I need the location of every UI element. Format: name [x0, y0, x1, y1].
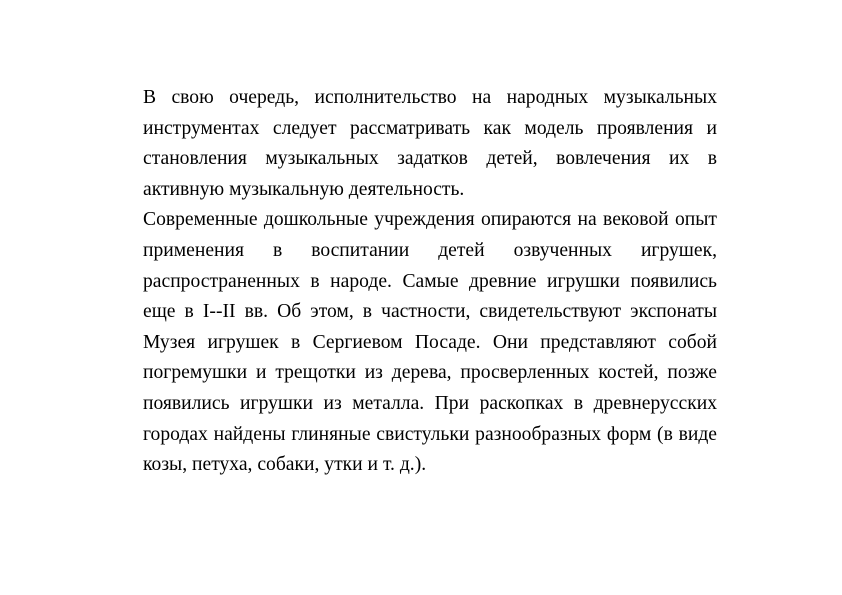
- document-body: [143, 83, 717, 481]
- paragraph-1: В свою очередь, исполнительство на народных музыкальных инструментах следует рассматривать как модель проявления и становления музыкальных задатков детей, вовлечения их в активную музыкальную деятельность.: [143, 87, 717, 200]
- paragraph-2: Современные дошкольные учреждения опираются на вековой опыт применения в воспитании детей озвученных игрушек, распространенных в народе. Самые древние игрушки появились еще в I--II вв. Об этом, в частности, свидетельствуют экспонаты Музея игрушек в Сергиевом Посаде. Они представляют собой погремушки и трещотки из дерева, просверленных костей, позже появились игрушки из металла. При раскопках в древнерусских городах найдены глиняные свистульки разнообразных форм (в виде козы, петуха, собаки, утки и т. д.).: [143, 209, 717, 476]
